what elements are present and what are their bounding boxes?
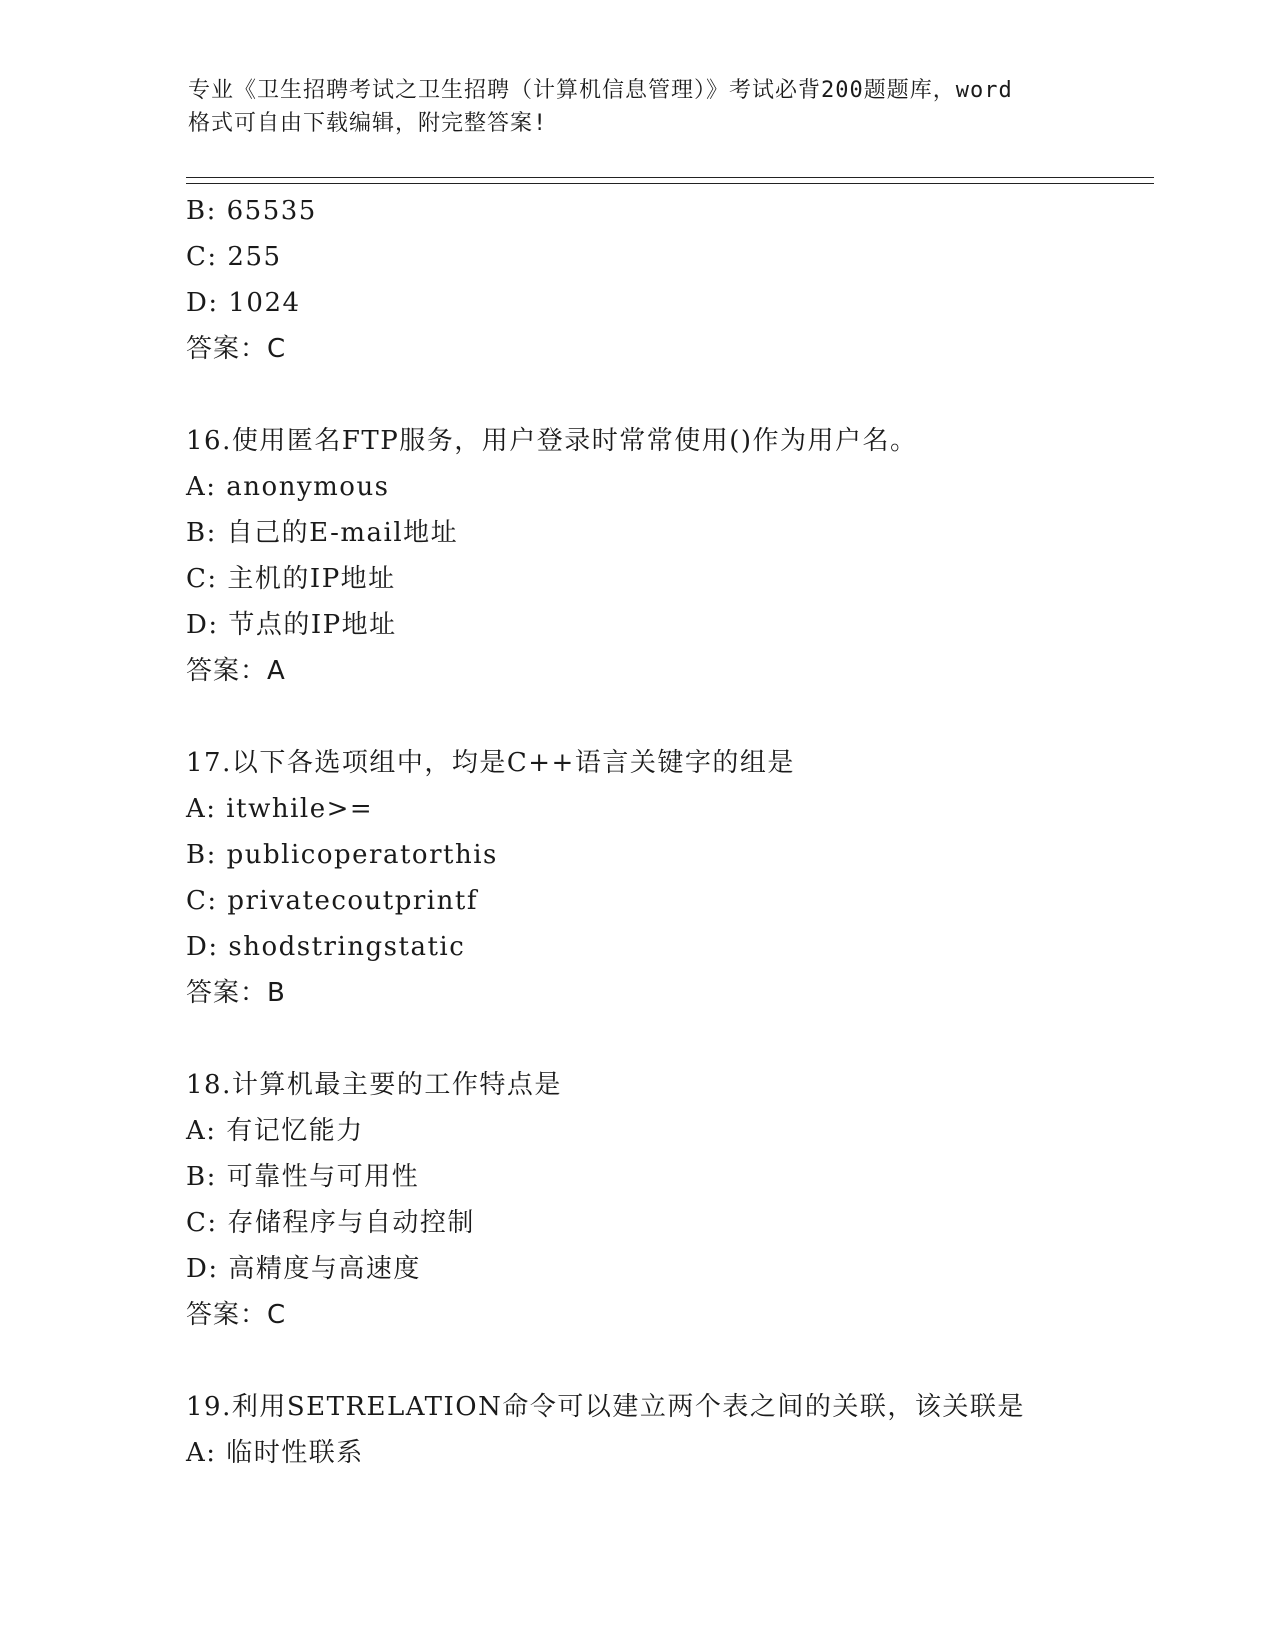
document-header [188,74,1108,140]
answer-line: 答案：C [186,1300,287,1330]
option-a: A: 有记忆能力 [186,1116,364,1146]
question-stem: 16.使用匿名FTP服务，用户登录时常常使用()作为用户名。 [186,426,918,456]
question-16 [186,418,1166,694]
option-c: C: 存储程序与自动控制 [186,1208,475,1238]
spacer [186,372,1166,418]
answer-line: 答案：C [186,334,287,364]
option-d: D: 1024 [186,288,301,318]
option-d: D: 高精度与高速度 [186,1254,421,1284]
question-stem: 17.以下各选项组中，均是C++语言关键字的组是 [186,748,795,778]
option-c: C: 255 [186,242,282,272]
question-15-fragment [186,188,1166,372]
question-list [186,188,1166,1476]
option-a: A: itwhile>= [186,794,374,824]
question-17 [186,740,1166,1016]
answer-line: 答案：B [186,978,286,1008]
question-stem: 18.计算机最主要的工作特点是 [186,1070,562,1100]
option-b: B: 65535 [186,196,317,226]
option-d: D: 节点的IP地址 [186,610,397,640]
option-b: B: publicoperatorthis [186,840,498,870]
header-title-line-1: 专业《卫生招聘考试之卫生招聘（计算机信息管理）》考试必背200题题库，word [188,78,1013,103]
header-divider-bottom [186,183,1154,184]
option-a: A: 临时性联系 [186,1438,364,1468]
option-c: C: 主机的IP地址 [186,564,396,594]
answer-line: 答案：A [186,656,286,686]
option-c: C: privatecoutprintf [186,886,478,916]
question-18 [186,1062,1166,1338]
option-a: A: anonymous [186,472,390,502]
spacer [186,1016,1166,1062]
header-title-line-2: 格式可自由下载编辑，附完整答案! [188,111,548,136]
option-b: B: 可靠性与可用性 [186,1162,420,1192]
option-b: B: 自己的E-mail地址 [186,518,459,548]
option-d: D: shodstringstatic [186,932,466,962]
header-divider-top [186,177,1154,178]
spacer [186,694,1166,740]
spacer [186,1338,1166,1384]
question-stem: 19.利用SETRELATION命令可以建立两个表之间的关联，该关联是 [186,1392,1025,1422]
question-19 [186,1384,1166,1476]
